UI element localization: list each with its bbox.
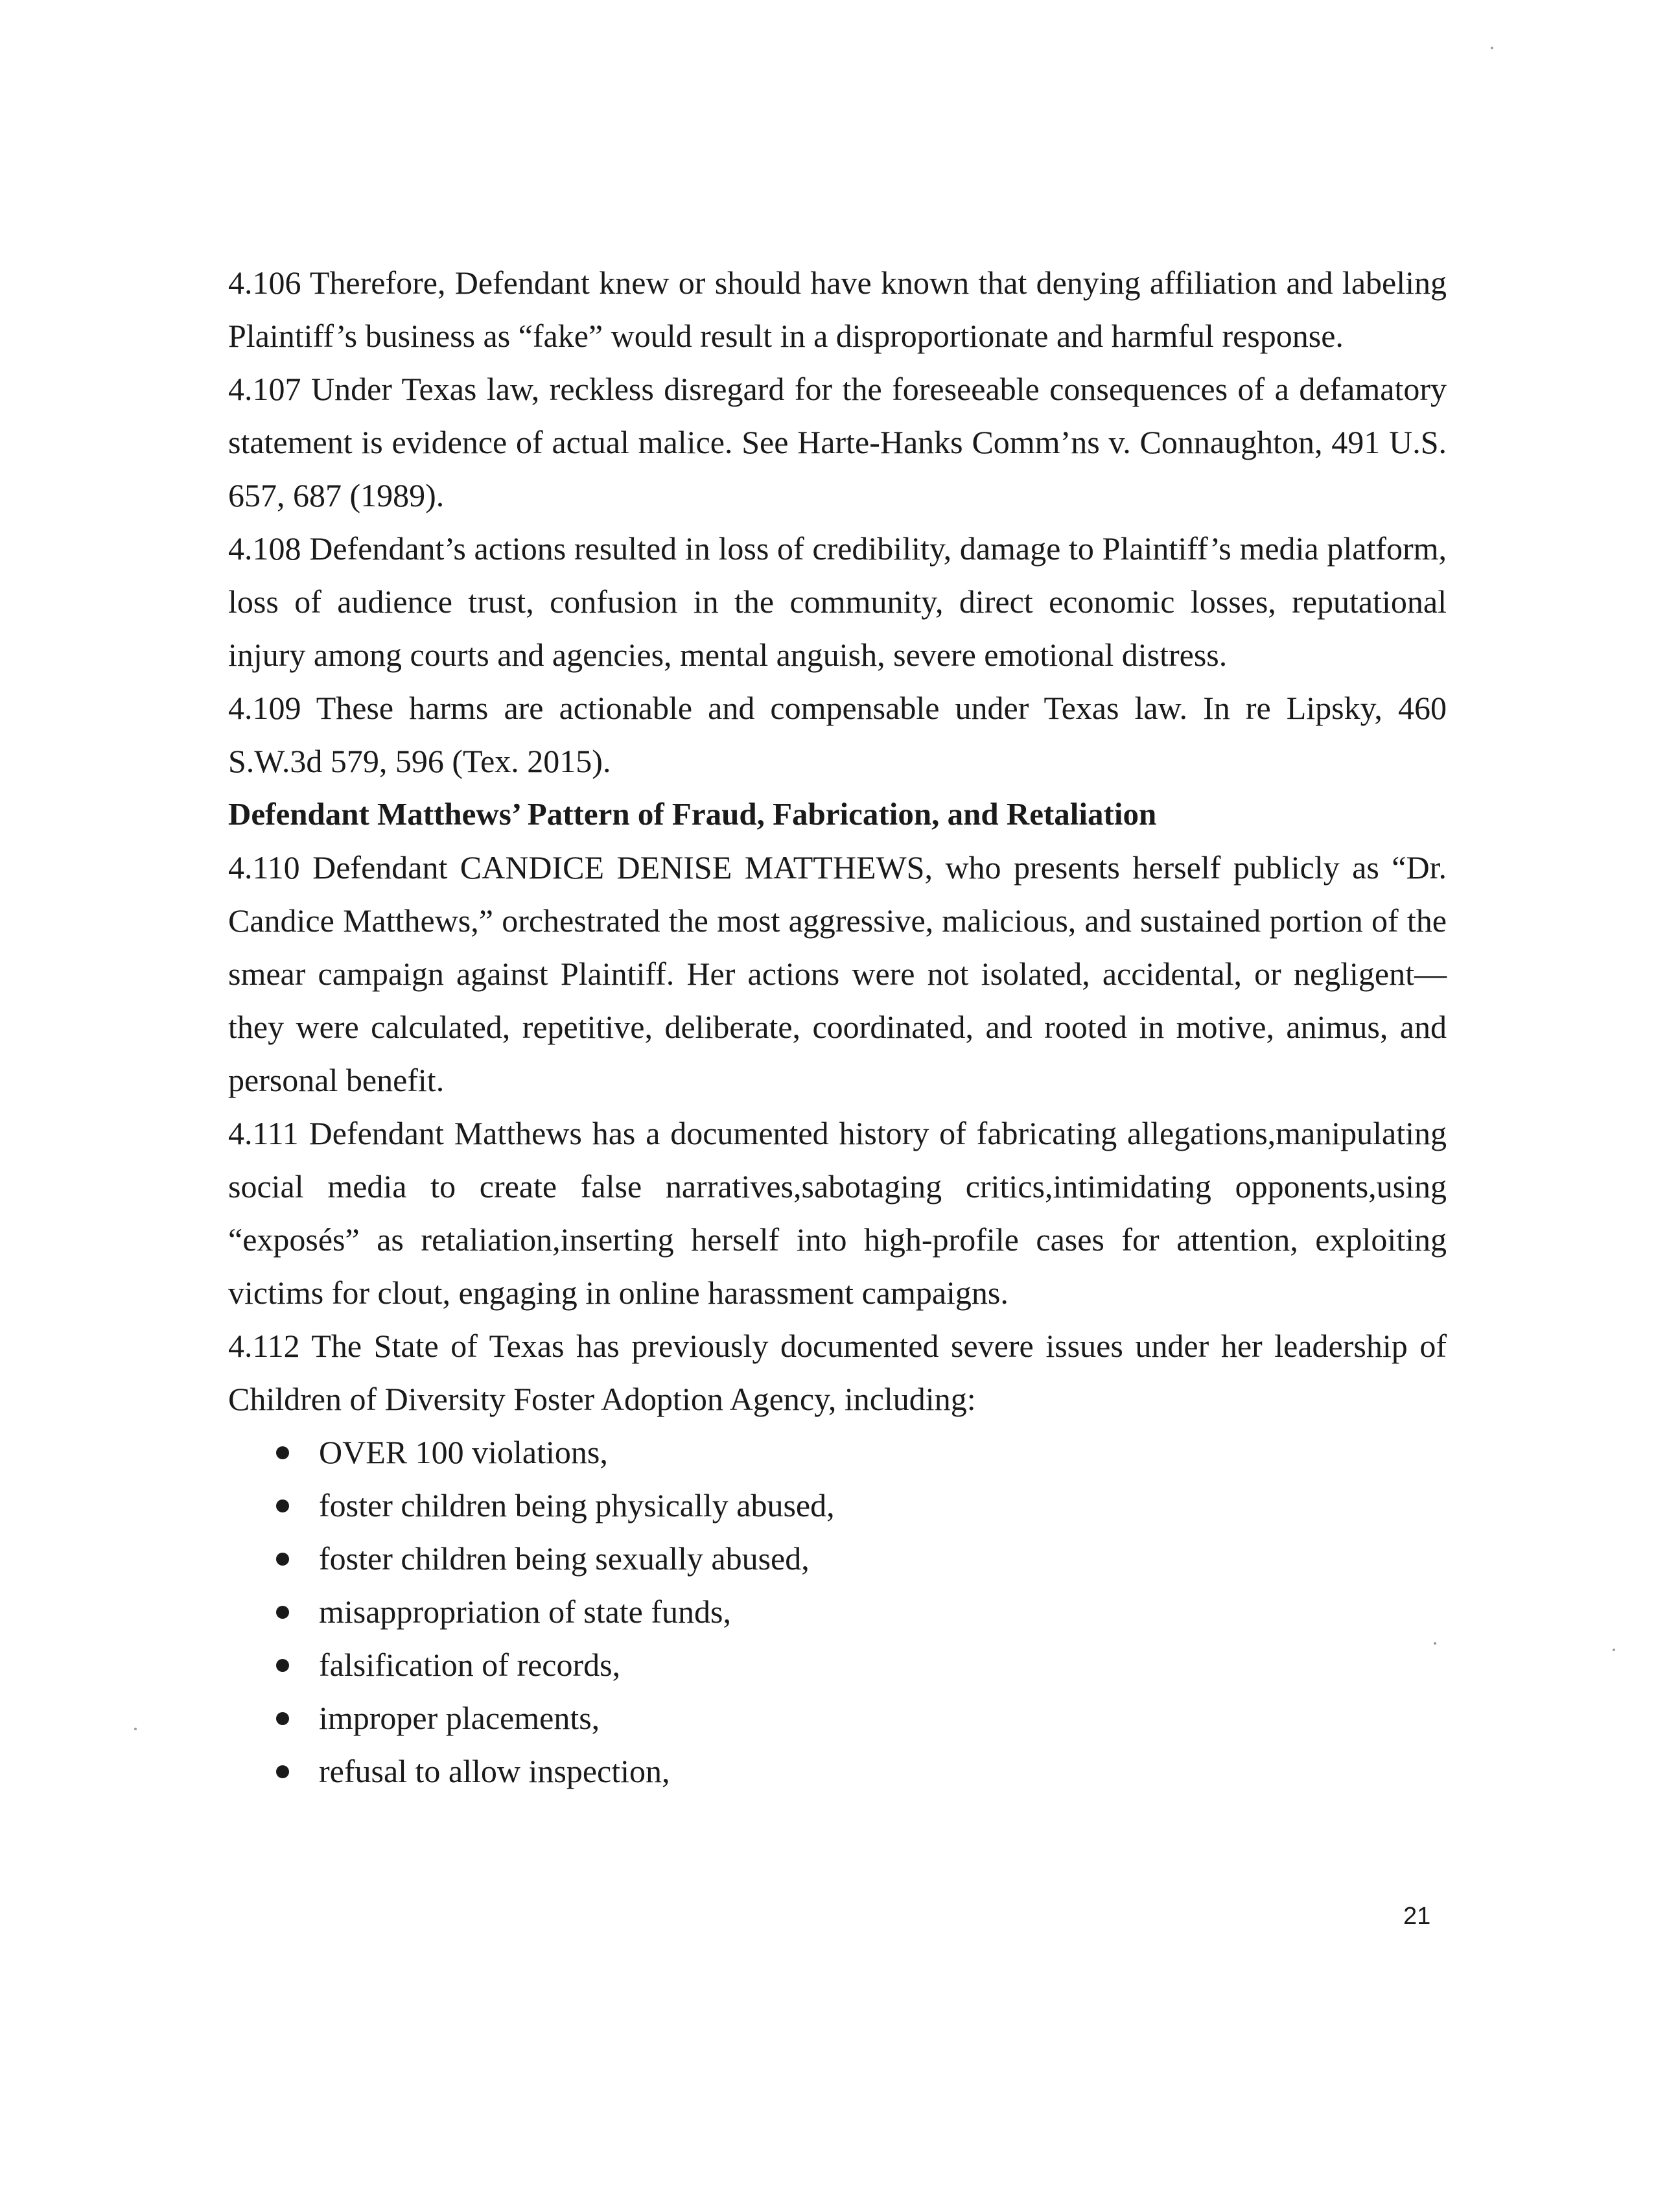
bullet-icon (276, 1659, 289, 1672)
section-heading: Defendant Matthews’ Pattern of Fraud, Fabrication, and Retaliation (228, 796, 1157, 832)
paragraph-4-107: 4.107 Under Texas law, reckless disregard for the foreseeable consequences of a defamatory statement is evidence of actual malice. See Harte-Hanks Comm’ns v. Connaughton, 491 U.S. 657, 687 (1989). (228, 371, 1447, 513)
list-item-text: OVER 100 violations, (319, 1434, 608, 1470)
document-body (228, 256, 1447, 1798)
paragraph-4-111: 4.111 Defendant Matthews has a documented history of fabricating allegations,manipulating social media to create false narratives,sabotaging critics,intimidating opponents,using “exposés” as retaliation,inserting herself into high-profile cases for attention, exploiting victims for clout, engaging in online harassment campaigns. (228, 1115, 1447, 1311)
list-item-text: foster children being physically abused, (319, 1487, 835, 1523)
paragraph-4-110: 4.110 Defendant CANDICE DENISE MATTHEWS, who presents herself publicly as “Dr. Candice Matthews,” orchestrated the most aggressive, malicious, and sustained portion of the smear campaign against Plaintiff. Her actions were not isolated, accidental, or negligent—they were calculated, repetitive, deliberate, coordinated, and rooted in motive, animus, and personal benefit. (228, 849, 1447, 1098)
scan-speck (1491, 47, 1493, 49)
page-number: 21 (1403, 1903, 1431, 1930)
list-item (228, 1585, 1447, 1638)
list-item-text: refusal to allow inspection, (319, 1753, 670, 1789)
paragraph-4-106: 4.106 Therefore, Defendant knew or should have known that denying affiliation and labeling Plaintiff’s business as “fake” would result in a disproportionate and harmful response. (228, 264, 1447, 354)
bullet-icon (276, 1553, 289, 1566)
list-item (228, 1479, 1447, 1532)
list-item (228, 1532, 1447, 1585)
paragraph-4-112: 4.112 The State of Texas has previously documented severe issues under her leadership of Children of Diversity Foster Adoption Agency, including: (228, 1328, 1447, 1417)
bullet-icon (276, 1712, 289, 1725)
scan-speck (134, 1728, 137, 1730)
list-item (228, 1426, 1447, 1479)
list-item-text: foster children being sexually abused, (319, 1540, 810, 1577)
list-item (228, 1638, 1447, 1691)
violations-list (228, 1426, 1447, 1798)
bullet-icon (276, 1499, 289, 1512)
list-item-text: misappropriation of state funds, (319, 1593, 731, 1630)
paragraph-4-109: 4.109 These harms are actionable and compensable under Texas law. In re Lipsky, 460 S.W.3d 579, 596 (Tex. 2015). (228, 690, 1447, 779)
list-item-text: improper placements, (319, 1700, 600, 1736)
bullet-icon (276, 1765, 289, 1778)
list-item (228, 1691, 1447, 1745)
scan-speck (1613, 1649, 1615, 1651)
paragraph-4-108: 4.108 Defendant’s actions resulted in loss of credibility, damage to Plaintiff’s media platform, loss of audience trust, confusion in the community, direct economic losses, reputational injury among courts and agencies, mental anguish, severe emotional distress. (228, 530, 1447, 673)
list-item-text: falsification of records, (319, 1647, 621, 1683)
bullet-icon (276, 1446, 289, 1459)
bullet-icon (276, 1606, 289, 1619)
list-item (228, 1745, 1447, 1798)
